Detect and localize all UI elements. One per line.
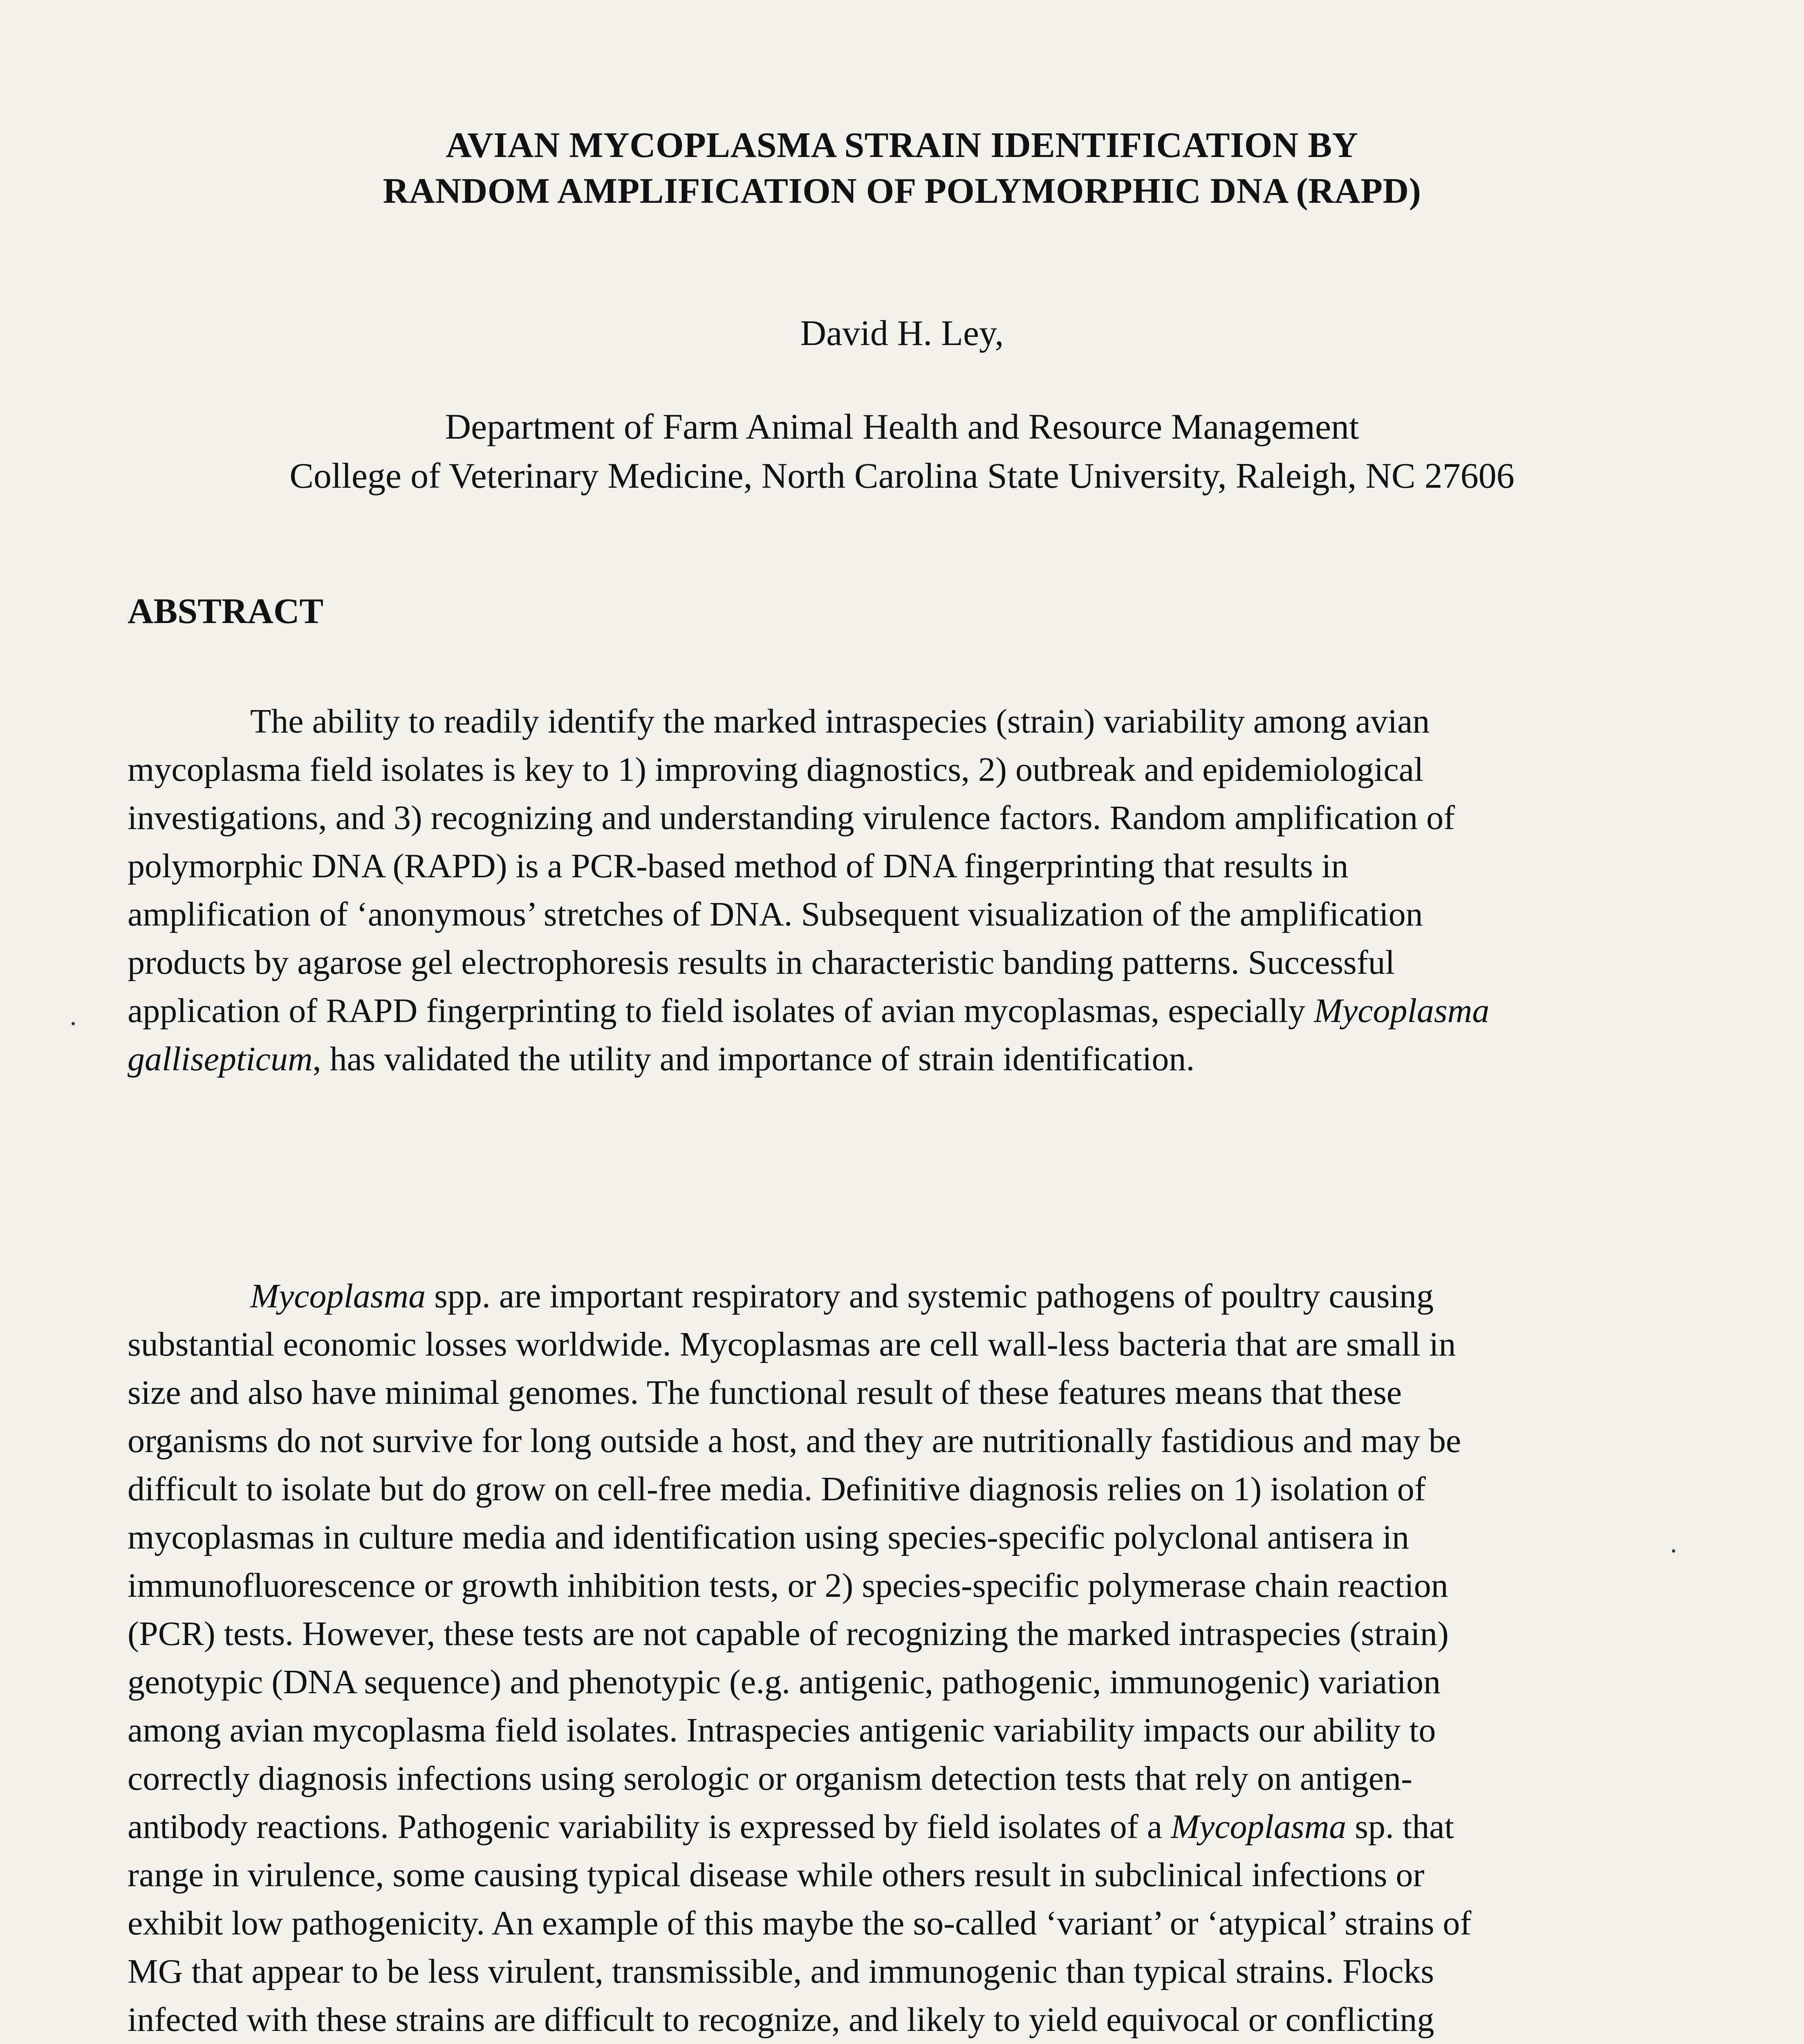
text-line: size and also have minimal genomes. The functional result of these features means that these xyxy=(128,1374,1402,1412)
author-name: David H. Ley, xyxy=(800,314,1004,353)
species-name: gallisepticum xyxy=(128,1040,313,1078)
text-line: immunofluorescence or growth inhibition tests, or 2) species-specific polymerase chain reaction xyxy=(128,1567,1448,1605)
scan-speck xyxy=(1672,1549,1675,1553)
text-line: The ability to readily identify the marked intraspecies (strain) variability among avian xyxy=(250,702,1430,740)
text-line: genotypic (DNA sequence) and phenotypic (e.g. antigenic, pathogenic, immunogenic) variation xyxy=(128,1663,1441,1701)
text-segment: application of RAPD fingerprinting to field isolates of avian mycoplasmas, especially xyxy=(128,992,1314,1030)
genus-name: Mycoplasma xyxy=(1171,1808,1347,1846)
text-line: exhibit low pathogenicity. An example of this maybe the so-called ‘variant’ or ‘atypical’ strains of xyxy=(128,1904,1472,1942)
text-line: difficult to isolate but do grow on cell-free media. Definitive diagnosis relies on 1) isolation of xyxy=(128,1470,1426,1508)
text-line: investigations, and 3) recognizing and understanding virulence factors. Random amplification of xyxy=(128,799,1455,837)
title-line-2: RANDOM AMPLIFICATION OF POLYMORPHIC DNA (RAPD) xyxy=(383,171,1421,211)
text-line: correctly diagnosis infections using serologic or organism detection tests that rely on antigen- xyxy=(128,1759,1413,1797)
text-segment: antibody reactions. Pathogenic variability is expressed by field isolates of a xyxy=(128,1808,1171,1846)
text-line: organisms do not survive for long outside a host, and they are nutritionally fastidious and may be xyxy=(128,1422,1461,1460)
text-line: amplification of ‘anonymous’ stretches of DNA. Subsequent visualization of the amplification xyxy=(128,895,1423,933)
genus-name: Mycoplasma xyxy=(250,1277,426,1315)
text-line: substantial economic losses worldwide. Mycoplasmas are cell wall-less bacteria that are small in xyxy=(128,1325,1456,1363)
text-line xyxy=(128,1803,1640,1851)
scan-speck xyxy=(72,1022,75,1025)
text-line: range in virulence, some causing typical disease while others result in subclinical infections or xyxy=(128,1856,1425,1894)
text-line: products by agarose gel electrophoresis results in characteristic banding patterns. Successful xyxy=(128,944,1395,982)
affiliation xyxy=(0,403,1804,501)
text-line: among avian mycoplasma field isolates. Intraspecies antigenic variability impacts our ability to xyxy=(128,1711,1436,1749)
affiliation-department: Department of Farm Animal Health and Resource Management xyxy=(445,407,1359,447)
text-line: mycoplasma field isolates is key to 1) improving diagnostics, 2) outbreak and epidemiological xyxy=(128,751,1424,789)
text-line: polymorphic DNA (RAPD) is a PCR-based method of DNA fingerprinting that results in xyxy=(128,847,1349,885)
abstract-heading: ABSTRACT xyxy=(128,592,324,631)
abstract-paragraph-1 xyxy=(128,697,1640,1083)
text-line xyxy=(128,1272,1640,1320)
paper-title xyxy=(0,123,1804,214)
text-line: (PCR) tests. However, these tests are not capable of recognizing the marked intraspecies (strain) xyxy=(128,1615,1449,1653)
text-segment: spp. are important respiratory and systemic pathogens of poultry causing xyxy=(426,1277,1434,1315)
text-line: MG that appear to be less virulent, transmissible, and immunogenic than typical strains. Flocks xyxy=(128,1952,1434,1990)
text-segment: sp. that xyxy=(1346,1808,1454,1846)
abstract-paragraph-2 xyxy=(128,1272,1640,2044)
text-segment: , has validated the utility and importance of strain identification. xyxy=(312,1040,1195,1078)
text-line xyxy=(128,987,1640,1035)
text-line: mycoplasmas in culture media and identification using species-specific polyclonal antisera in xyxy=(128,1518,1410,1556)
title-line-1: AVIAN MYCOPLASMA STRAIN IDENTIFICATION BY xyxy=(446,126,1358,165)
affiliation-college: College of Veterinary Medicine, North Carolina State University, Raleigh, NC 27606 xyxy=(289,456,1515,496)
species-name: Mycoplasma xyxy=(1313,992,1490,1030)
text-line: infected with these strains are difficult to recognize, and likely to yield equivocal or conflicting xyxy=(128,2001,1434,2039)
text-line xyxy=(128,1035,1640,1083)
